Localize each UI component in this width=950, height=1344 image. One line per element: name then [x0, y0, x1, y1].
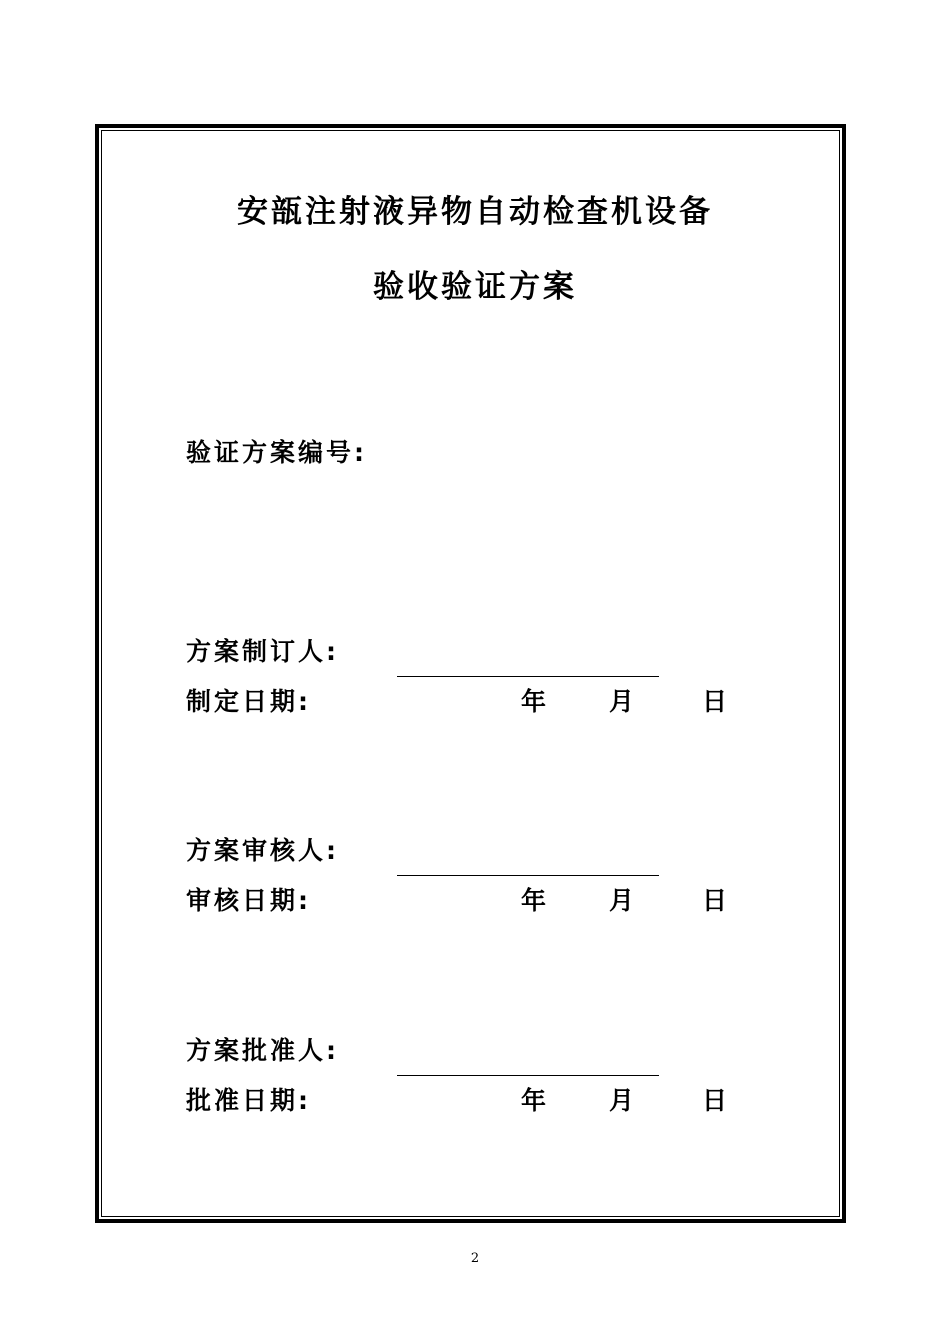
page-number: 2 [470, 1251, 480, 1266]
review-date-field [186, 881, 308, 917]
reviewer-signature-line [397, 875, 659, 876]
protocol-number-colon: : [354, 438, 365, 467]
preparation-date-colon: : [298, 687, 309, 716]
preparer-colon: : [326, 637, 337, 666]
approval-day-label: 日 [702, 1086, 728, 1115]
review-date-label: 审核日期 [186, 886, 299, 915]
preparation-date-field [186, 682, 308, 718]
protocol-number-field [186, 433, 364, 469]
reviewer-field [186, 831, 336, 867]
preparation-year-label: 年 [521, 687, 547, 716]
document-title-line-2: 验收验证方案 [373, 269, 577, 305]
review-date-colon: : [298, 886, 309, 915]
protocol-number-label: 验证方案编号 [186, 438, 355, 467]
approver-label: 方案批准人 [186, 1036, 327, 1065]
approval-year-label: 年 [521, 1086, 547, 1115]
preparation-date-label: 制定日期 [186, 687, 299, 716]
approval-date-label: 批准日期 [186, 1086, 299, 1115]
preparation-day-label: 日 [702, 687, 728, 716]
preparer-field [186, 632, 336, 668]
approval-month-label: 月 [609, 1086, 635, 1115]
preparer-label: 方案制订人 [186, 637, 327, 666]
review-day-label: 日 [702, 886, 728, 915]
preparation-month-label: 月 [609, 687, 635, 716]
reviewer-label: 方案审核人 [186, 836, 327, 865]
approver-colon: : [326, 1036, 337, 1065]
review-month-label: 月 [609, 886, 635, 915]
reviewer-colon: : [326, 836, 337, 865]
approver-signature-line [397, 1075, 659, 1076]
review-year-label: 年 [521, 886, 547, 915]
approver-field [186, 1031, 336, 1067]
document-title-line-1: 安瓿注射液异物自动检查机设备 [237, 194, 713, 230]
preparer-signature-line [397, 676, 659, 677]
approval-date-field [186, 1081, 308, 1117]
approval-date-colon: : [298, 1086, 309, 1115]
